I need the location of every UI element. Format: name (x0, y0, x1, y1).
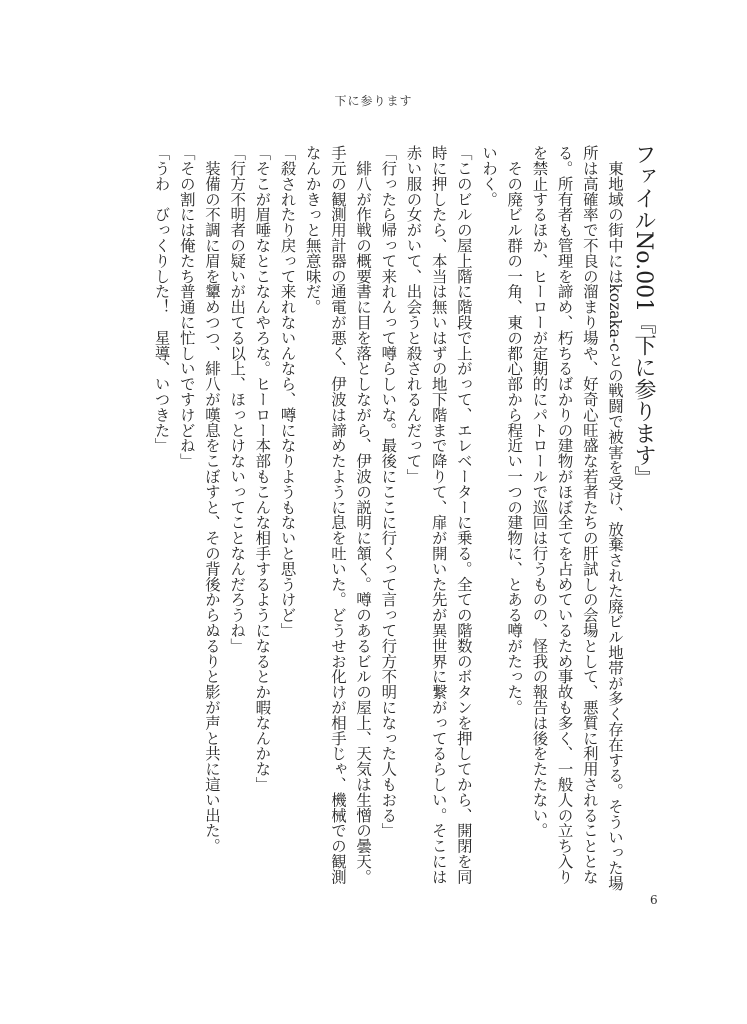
text-line: 赤い服の女がいて、出会うと殺されるんだって」 (404, 145, 423, 484)
text-line: る。所有者も管理を諦め、朽ちるばかりの建物がほぼ全てを占めているため事故も多く、一般人の立ち入り (555, 145, 574, 885)
text-line: 「このビルの屋上階に階段で上がって、エレベーターに乗る。全ての階数のボタンを押してから、開閉を同 (454, 145, 473, 885)
text-line: いわく。 (480, 145, 499, 207)
running-header: 下に参ります (334, 94, 413, 108)
text-line: を禁止するほか、ヒーローが定期的にパトロールで巡回は行うものの、怪我の報告は後をたたない。 (530, 145, 549, 838)
text-line: 緋八が作戦の概要書に目を落としながら、伊波の説明に頷く。噂のあるビルの屋上、天気は生憎の曇天。 (354, 145, 373, 885)
text-line: 「そこが眉唾なとこなんやろな。ヒーロー本部もこんな相手するようになるとか暇なんかな」 (253, 145, 272, 792)
text-line: なんかきっと無意味だ。 (303, 145, 322, 315)
text-line: 時に押したら、本当は無いはずの地下階まで降りて、扉が開いた先が異世界に繋がってるらしい。そこには (429, 145, 448, 885)
text-line: 「行ったら帰って来れんって噂らしいな。最後にここに行くって言って行方不明になった人もおる」 (379, 145, 398, 838)
body-text (148, 145, 627, 891)
page-number: 6 (650, 893, 658, 907)
text-line: 手元の観測用計器の通電が悪く、伊波は諦めたように息を吐いた。どうせお化けが相手じゃ、機械での観測 (328, 145, 347, 885)
text-line: 「うわ びっくりした！ 星導、いつきた」 (152, 145, 171, 453)
text-line: 「その割には俺たち普通に忙しいですけどね」 (177, 145, 196, 469)
text-line: その廃ビル群の一角、東の都心部から程近い一つの建物に、とある噂がたった。 (505, 145, 524, 715)
chapter-title: ファイルNo.001『下に参ります』 (631, 143, 656, 489)
text-line: 「行方不明者の疑いが出てる以上、ほっとけないってことなんだろうね」 (228, 145, 247, 654)
text-line: 東地域の街中にはkozaka-cとの戦闘で被害を受け、放棄された廃ビル地帯が多く存在する。そういった場 (606, 145, 624, 891)
text-line: 所は高確率で不良の溜まり場や、好奇心旺盛な若者たちの肝試しの会場として、悪質に利用されることとな (580, 145, 599, 885)
text-line: 「殺されたり戻って来れないんなら、噂になりようもないと思うけど」 (278, 145, 297, 638)
text-line: 装備の不調に眉を顰めつつ、緋八が嘆息をこぼすと、その背後からぬるりと影が声と共に這い出た。 (203, 145, 221, 854)
